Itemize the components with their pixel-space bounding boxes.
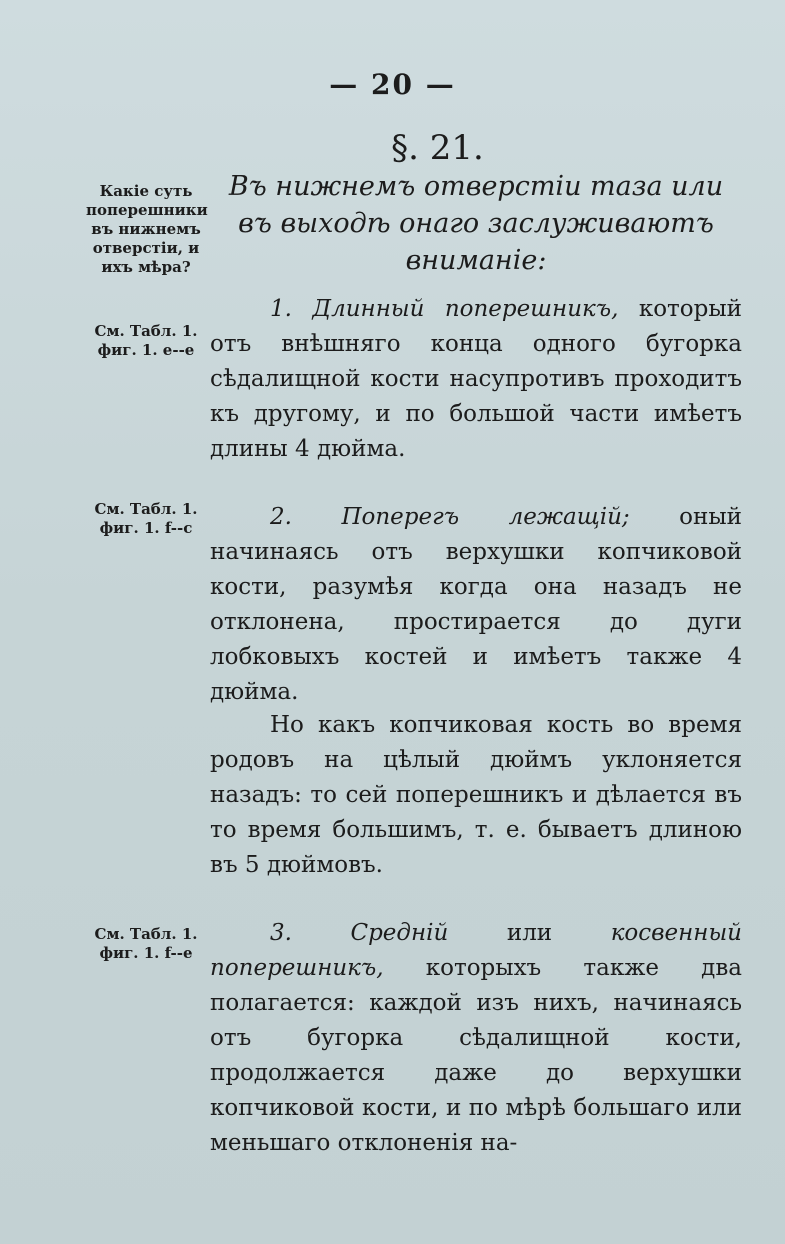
term-long-diameter: 1. Длинный поперешникъ,	[270, 296, 619, 322]
paragraph-3-text: Но какъ копчиковая кость во время родовъ на цѣлый дюймъ уклоняется назадъ: то сей поперешникъ и дѣлается въ то время большимъ, т. е. бываетъ длиною въ 5 дюймовъ.	[210, 712, 742, 878]
margin-note-ref-2: См. Табл. 1. фиг. 1. f--c	[94, 500, 198, 537]
paragraph-4-text: которыхъ также два полагается: каждой изъ нихъ, начинаясь отъ бугорка сѣдалищной кости, продолжается даже до верхушки копчиковой кости, и по мѣрѣ большаго или меньшаго отклоненія на-	[210, 955, 742, 1156]
paragraph-1	[210, 292, 742, 467]
term-middle: 3. Среднiй	[270, 920, 449, 946]
section-number: §. 21.	[391, 128, 484, 168]
margin-note-ref-3: См. Табл. 1. фиг. 1. f--e	[94, 925, 198, 962]
paragraph-2-text: оный начинаясь отъ верхушки копчиковой кости, разумѣя когда она назадъ не отклонена, простирается до дуги лобковыхъ костей и имѣетъ также 4 дюйма.	[210, 504, 742, 705]
paragraph-2	[210, 500, 742, 710]
paragraph-4	[210, 916, 742, 1161]
paragraph-1-text: который отъ внѣшняго конца одного бугорка сѣдалищной кости насупротивъ проходитъ къ другому, и по большой части имѣетъ длины 4 дюйма.	[210, 296, 742, 462]
term-transverse-diameter: 2. Поперегъ лежащій;	[270, 504, 630, 530]
paragraph-3	[210, 708, 742, 883]
margin-note-question: Какіе суть поперешники въ нижнемъ отверстіи, и ихъ мѣра?	[86, 182, 208, 276]
margin-note-ref-1: См. Табл. 1. фиг. 1. е--е	[94, 322, 198, 359]
section-heading: Въ нижнемъ отверстіи таза или въ выходѣ онаго заслуживаютъ вниманіе:	[228, 171, 724, 276]
page-number: — 20 —	[329, 68, 456, 101]
term-oblique-diameter: косвенный поперешникъ,	[210, 920, 742, 981]
paragraph-4-connector: или	[448, 920, 611, 946]
